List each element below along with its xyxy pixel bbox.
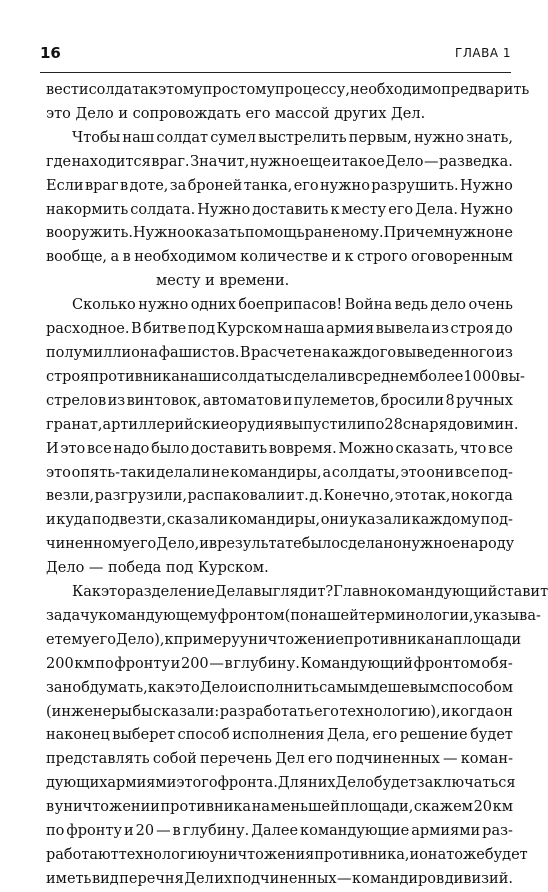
text-line: иметь вид перечня Дел их подчиненных — командиров дивизий. — [46, 870, 513, 887]
text-line: гранат, артиллерийские орудия выпустили по 28 снарядов и мин. — [46, 416, 519, 433]
text-line: дующих армиями этого фронта. Для них Дело будет заключаться — [46, 775, 516, 792]
text-line: 200 км по фронту и 200 — в глубину. Командующий фронтом обя- — [46, 655, 513, 672]
text-line: чиненному его Дело, и в результате было сделано нужное народу — [46, 536, 515, 553]
text-line: везли, разгрузили, распаковали и т. д. Конечно, это так, но когда — [46, 488, 513, 505]
text-line: где находится враг. Значит, нужно еще и такое Дело — разведка. — [46, 153, 513, 170]
text-line: полумиллиона фашистов. В расчете на каждого выведенного из — [46, 344, 513, 361]
text-line: Как это разделение Дела выглядит? Главнокомандующий ставит — [72, 584, 548, 601]
page-number: 16 — [40, 44, 61, 62]
text-line: И это все надо было доставить вовремя. Можно сказать, что все — [46, 440, 513, 457]
text-line: месту и времени. — [156, 273, 290, 290]
text-line: задачу командующему фронтом (по нашей терминологии, указыва- — [46, 607, 541, 624]
body-text — [46, 79, 548, 892]
text-line: (инженеры бы сказали: разработать его технологию), и когда он — [46, 703, 513, 720]
text-line: расходное. В битве под Курском наша армия вывела из строя до — [46, 321, 513, 338]
text-line: представлять собой перечень Дел его подчиненных — коман- — [46, 751, 513, 768]
page-header — [40, 44, 511, 68]
text-line: строя противника наши солдаты сделали в среднем более 1000 вы- — [46, 368, 525, 385]
text-line: ет ему его Дело), к примеру уничтожение противника на площади — [46, 631, 522, 648]
header-rule — [40, 72, 511, 73]
text-line: в уничтожении противника на меньшей площади, скажем 20 км — [46, 799, 513, 816]
text-line: по фронту и 20 — в глубину. Далее командующие армиями раз- — [46, 823, 513, 840]
text-line: Чтобы наш солдат сумел выстрелить первым, нужно знать, — [72, 129, 513, 146]
text-line: работают технологию уничтожения противника, и она тоже будет — [46, 847, 528, 863]
text-line: Сколько нужно одних боеприпасов! Война ведь дело очень — [72, 297, 513, 314]
text-line: вооружить. Нужно оказать помощь раненому. Причем нужно не — [46, 225, 513, 242]
chapter-title: ГЛАВА 1 — [455, 46, 511, 60]
text-line: накормить солдата. Нужно доставить к месту его Дела. Нужно — [46, 201, 513, 218]
text-line: вообще, а в необходимом количестве и к строго оговоренным — [46, 249, 513, 266]
text-line: вести солдата к этому простому процессу, необходимо предварить — [46, 82, 530, 98]
text-line: и куда подвезти, сказали командиры, они указали каждому под- — [46, 512, 513, 529]
text-line: зан обдумать, как это Дело исполнить самым дешевым способом — [46, 679, 513, 696]
text-line: это Дело и сопровождать его массой других Дел. — [46, 105, 426, 122]
text-line: Если враг в доте, за броней танка, его нужно разрушить. Нужно — [46, 177, 513, 194]
text-line: стрелов из винтовок, автоматов и пулеметов, бросили 8 ручных — [46, 392, 513, 409]
text-line: это опять-таки делали не командиры, а солдаты, это они все под- — [46, 464, 513, 481]
text-line: Дело — победа под Курском. — [46, 560, 269, 577]
text-line: наконец выберет способ исполнения Дела, его решение будет — [46, 727, 513, 744]
